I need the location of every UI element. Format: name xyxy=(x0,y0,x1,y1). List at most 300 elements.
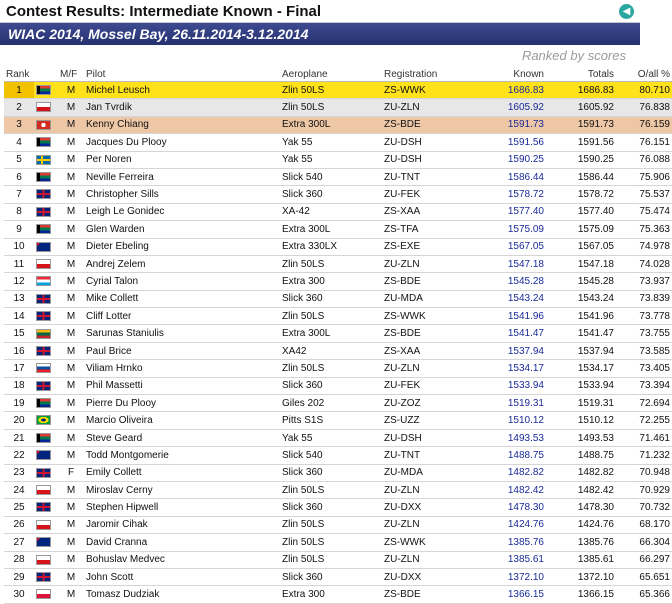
flag-icon xyxy=(36,242,51,252)
flag-cell xyxy=(34,586,58,603)
known-cell: 1488.75 xyxy=(486,447,546,464)
overall-cell: 73.839 xyxy=(616,290,672,307)
flag-icon xyxy=(36,555,51,565)
overall-cell: 76.088 xyxy=(616,151,672,168)
flag-cell xyxy=(34,290,58,307)
pilot-cell: Paul Brice xyxy=(84,342,280,359)
mf-cell: M xyxy=(58,308,84,325)
overall-cell: 75.906 xyxy=(616,168,672,185)
flag-cell xyxy=(34,134,58,151)
rank-cell: 5 xyxy=(4,151,34,168)
overall-cell: 76.159 xyxy=(616,116,672,133)
known-cell: 1605.92 xyxy=(486,99,546,116)
table-row[interactable] xyxy=(4,516,672,533)
rank-cell: 23 xyxy=(4,464,34,481)
known-cell: 1493.53 xyxy=(486,429,546,446)
totals-cell: 1385.61 xyxy=(546,551,616,568)
rank-cell: 13 xyxy=(4,290,34,307)
rank-cell: 22 xyxy=(4,447,34,464)
aeroplane-cell: XA42 xyxy=(280,342,382,359)
mf-cell: M xyxy=(58,273,84,290)
pilot-cell: Jaromir Cihak xyxy=(84,516,280,533)
registration-cell: ZS-BDE xyxy=(382,586,486,603)
flag-cell xyxy=(34,395,58,412)
known-cell: 1586.44 xyxy=(486,168,546,185)
rank-cell: 8 xyxy=(4,203,34,220)
rank-cell: 14 xyxy=(4,308,34,325)
pilot-cell: Sarunas Staniulis xyxy=(84,325,280,342)
overall-cell: 76.151 xyxy=(616,134,672,151)
pilot-cell: Per Noren xyxy=(84,151,280,168)
ranking-note: Ranked by scores xyxy=(521,48,626,63)
rank-cell: 3 xyxy=(4,116,34,133)
totals-cell: 1488.75 xyxy=(546,447,616,464)
overall-cell: 75.363 xyxy=(616,221,672,238)
pilot-cell: Neville Ferreira xyxy=(84,168,280,185)
overall-cell: 80.710 xyxy=(616,82,672,99)
table-row[interactable] xyxy=(4,464,672,481)
aeroplane-cell: Yak 55 xyxy=(280,134,382,151)
known-cell: 1385.76 xyxy=(486,534,546,551)
flag-cell xyxy=(34,342,58,359)
registration-cell: ZU-ZLN xyxy=(382,360,486,377)
registration-cell: ZU-DXX xyxy=(382,499,486,516)
pilot-cell: Emily Collett xyxy=(84,464,280,481)
registration-cell: ZU-ZLN xyxy=(382,255,486,272)
totals-cell: 1686.83 xyxy=(546,82,616,99)
table-row[interactable] xyxy=(4,429,672,446)
flag-icon xyxy=(36,363,51,373)
mf-cell: M xyxy=(58,151,84,168)
table-row[interactable] xyxy=(4,203,672,220)
flag-cell xyxy=(34,499,58,516)
known-cell: 1541.96 xyxy=(486,308,546,325)
aeroplane-cell: Slick 360 xyxy=(280,568,382,585)
flag-icon xyxy=(36,207,51,217)
table-row[interactable] xyxy=(4,273,672,290)
pilot-cell: Kenny Chiang xyxy=(84,116,280,133)
flag-cell xyxy=(34,551,58,568)
flag-cell xyxy=(34,429,58,446)
flag-icon xyxy=(36,415,51,425)
mf-cell: M xyxy=(58,447,84,464)
totals-cell: 1547.18 xyxy=(546,255,616,272)
table-row[interactable] xyxy=(4,255,672,272)
mf-cell: M xyxy=(58,568,84,585)
known-cell: 1578.72 xyxy=(486,186,546,203)
flag-icon xyxy=(36,502,51,512)
pilot-cell: Todd Montgomerie xyxy=(84,447,280,464)
aeroplane-cell: Zlin 50LS xyxy=(280,516,382,533)
table-row[interactable] xyxy=(4,290,672,307)
totals-cell: 1533.94 xyxy=(546,377,616,394)
table-row[interactable] xyxy=(4,221,672,238)
aeroplane-cell: Zlin 50LS xyxy=(280,255,382,272)
overall-cell: 66.297 xyxy=(616,551,672,568)
overall-cell: 73.755 xyxy=(616,325,672,342)
mf-cell: M xyxy=(58,377,84,394)
rank-cell: 2 xyxy=(4,99,34,116)
overall-cell: 70.948 xyxy=(616,464,672,481)
table-row[interactable] xyxy=(4,82,672,99)
table-header xyxy=(4,67,672,82)
totals-cell: 1605.92 xyxy=(546,99,616,116)
overall-cell: 73.778 xyxy=(616,308,672,325)
contest-banner: WIAC 2014, Mossel Bay, 26.11.2014-3.12.2014 xyxy=(0,23,640,45)
known-cell: 1366.15 xyxy=(486,586,546,603)
overall-cell: 75.537 xyxy=(616,186,672,203)
aeroplane-cell: Slick 360 xyxy=(280,499,382,516)
table-row[interactable] xyxy=(4,534,672,551)
flag-cell xyxy=(34,447,58,464)
rank-cell: 19 xyxy=(4,395,34,412)
flag-icon xyxy=(36,224,51,234)
totals-cell: 1575.09 xyxy=(546,221,616,238)
table-row[interactable] xyxy=(4,186,672,203)
overall-cell: 74.028 xyxy=(616,255,672,272)
totals-cell: 1478.30 xyxy=(546,499,616,516)
flag-cell xyxy=(34,377,58,394)
col-totals: Totals xyxy=(546,67,616,82)
aeroplane-cell: Zlin 50LS xyxy=(280,534,382,551)
aeroplane-cell: Extra 300L xyxy=(280,221,382,238)
pilot-cell: Tomasz Dudziak xyxy=(84,586,280,603)
known-cell: 1577.40 xyxy=(486,203,546,220)
pilot-cell: Mike Collett xyxy=(84,290,280,307)
flag-icon xyxy=(36,381,51,391)
aeroplane-cell: Extra 300L xyxy=(280,325,382,342)
flag-icon xyxy=(36,346,51,356)
mf-cell: M xyxy=(58,551,84,568)
pilot-cell: David Cranna xyxy=(84,534,280,551)
flag-icon xyxy=(36,572,51,582)
rank-cell: 6 xyxy=(4,168,34,185)
overall-cell: 68.170 xyxy=(616,516,672,533)
overall-cell: 75.474 xyxy=(616,203,672,220)
registration-cell: ZS-WWK xyxy=(382,308,486,325)
registration-cell: ZU-ZLN xyxy=(382,99,486,116)
aeroplane-cell: Extra 300 xyxy=(280,586,382,603)
registration-cell: ZU-MDA xyxy=(382,464,486,481)
overall-cell: 65.366 xyxy=(616,586,672,603)
results-table xyxy=(4,67,672,604)
known-cell: 1541.47 xyxy=(486,325,546,342)
pilot-cell: Bohuslav Medvec xyxy=(84,551,280,568)
totals-cell: 1537.94 xyxy=(546,342,616,359)
rank-cell: 4 xyxy=(4,134,34,151)
overall-cell: 71.232 xyxy=(616,447,672,464)
table-row[interactable] xyxy=(4,325,672,342)
pilot-cell: Stephen Hipwell xyxy=(84,499,280,516)
flag-cell xyxy=(34,221,58,238)
table-row[interactable] xyxy=(4,116,672,133)
aeroplane-cell: Extra 300L xyxy=(280,116,382,133)
known-cell: 1575.09 xyxy=(486,221,546,238)
registration-cell: ZU-FEK xyxy=(382,186,486,203)
mf-cell: M xyxy=(58,116,84,133)
mf-cell: M xyxy=(58,586,84,603)
rank-cell: 16 xyxy=(4,342,34,359)
flag-icon xyxy=(36,311,51,321)
totals-cell: 1567.05 xyxy=(546,238,616,255)
aeroplane-cell: Zlin 50LS xyxy=(280,308,382,325)
flag-icon xyxy=(36,468,51,478)
overall-cell: 71.461 xyxy=(616,429,672,446)
rank-cell: 15 xyxy=(4,325,34,342)
totals-cell: 1510.12 xyxy=(546,412,616,429)
totals-cell: 1578.72 xyxy=(546,186,616,203)
col-pilot: Pilot xyxy=(84,67,280,82)
registration-cell: ZU-DSH xyxy=(382,151,486,168)
mf-cell: M xyxy=(58,203,84,220)
known-cell: 1478.30 xyxy=(486,499,546,516)
flag-cell xyxy=(34,481,58,498)
totals-cell: 1591.56 xyxy=(546,134,616,151)
totals-cell: 1591.73 xyxy=(546,116,616,133)
flag-icon xyxy=(36,85,51,95)
known-cell: 1543.24 xyxy=(486,290,546,307)
aeroplane-cell: Slick 540 xyxy=(280,447,382,464)
flag-cell xyxy=(34,186,58,203)
totals-cell: 1577.40 xyxy=(546,203,616,220)
flag-icon xyxy=(36,120,51,130)
table-row[interactable] xyxy=(4,151,672,168)
registration-cell: ZS-EXE xyxy=(382,238,486,255)
known-cell: 1482.82 xyxy=(486,464,546,481)
flag-cell xyxy=(34,516,58,533)
known-cell: 1385.61 xyxy=(486,551,546,568)
table-row[interactable] xyxy=(4,342,672,359)
mf-cell: M xyxy=(58,168,84,185)
flag-cell xyxy=(34,82,58,99)
mf-cell: F xyxy=(58,464,84,481)
rank-cell: 9 xyxy=(4,221,34,238)
pilot-cell: Michel Leusch xyxy=(84,82,280,99)
totals-cell: 1424.76 xyxy=(546,516,616,533)
flag-cell xyxy=(34,99,58,116)
totals-cell: 1482.42 xyxy=(546,481,616,498)
known-cell: 1686.83 xyxy=(486,82,546,99)
table-row[interactable] xyxy=(4,168,672,185)
col-mf: M/F xyxy=(58,67,84,82)
mf-cell: M xyxy=(58,499,84,516)
pilot-cell: Phil Massetti xyxy=(84,377,280,394)
totals-cell: 1482.82 xyxy=(546,464,616,481)
totals-cell: 1366.15 xyxy=(546,586,616,603)
rank-cell: 24 xyxy=(4,481,34,498)
overall-cell: 72.694 xyxy=(616,395,672,412)
registration-cell: ZU-DSH xyxy=(382,134,486,151)
flag-cell xyxy=(34,325,58,342)
totals-cell: 1534.17 xyxy=(546,360,616,377)
flag-cell xyxy=(34,464,58,481)
table-row[interactable] xyxy=(4,99,672,116)
flag-icon xyxy=(36,537,51,547)
registration-cell: ZU-FEK xyxy=(382,377,486,394)
rank-cell: 26 xyxy=(4,516,34,533)
registration-cell: ZU-MDA xyxy=(382,290,486,307)
page-title: Contest Results: Intermediate Known - Final xyxy=(6,2,322,20)
mf-cell: M xyxy=(58,516,84,533)
overall-cell: 73.937 xyxy=(616,273,672,290)
overall-cell: 73.405 xyxy=(616,360,672,377)
table-row[interactable] xyxy=(4,308,672,325)
known-cell: 1591.56 xyxy=(486,134,546,151)
pilot-cell: Cliff Lotter xyxy=(84,308,280,325)
registration-cell: ZU-ZOZ xyxy=(382,395,486,412)
known-cell: 1424.76 xyxy=(486,516,546,533)
registration-cell: ZU-ZLN xyxy=(382,481,486,498)
rank-cell: 17 xyxy=(4,360,34,377)
aeroplane-cell: Giles 202 xyxy=(280,395,382,412)
flag-cell xyxy=(34,534,58,551)
registration-cell: ZU-ZLN xyxy=(382,516,486,533)
overall-cell: 76.838 xyxy=(616,99,672,116)
flag-cell xyxy=(34,273,58,290)
aeroplane-cell: Extra 300 xyxy=(280,273,382,290)
known-cell: 1590.25 xyxy=(486,151,546,168)
flag-icon xyxy=(36,137,51,147)
mf-cell: M xyxy=(58,238,84,255)
mf-cell: M xyxy=(58,186,84,203)
aeroplane-cell: Slick 360 xyxy=(280,464,382,481)
results-body xyxy=(4,82,672,604)
flag-icon xyxy=(36,259,51,269)
aeroplane-cell: Slick 360 xyxy=(280,290,382,307)
rank-cell: 30 xyxy=(4,586,34,603)
pilot-cell: Andrej Zelem xyxy=(84,255,280,272)
pilot-cell: Viliam Hrnko xyxy=(84,360,280,377)
flag-cell xyxy=(34,168,58,185)
totals-cell: 1590.25 xyxy=(546,151,616,168)
pilot-cell: Christopher Sills xyxy=(84,186,280,203)
registration-cell: ZS-XAA xyxy=(382,342,486,359)
flag-cell xyxy=(34,360,58,377)
pilot-cell: Marcio Oliveira xyxy=(84,412,280,429)
registration-cell: ZS-WWK xyxy=(382,82,486,99)
mf-cell: M xyxy=(58,134,84,151)
pilot-cell: John Scott xyxy=(84,568,280,585)
pilot-cell: Dieter Ebeling xyxy=(84,238,280,255)
known-cell: 1533.94 xyxy=(486,377,546,394)
mf-cell: M xyxy=(58,360,84,377)
known-cell: 1510.12 xyxy=(486,412,546,429)
table-row[interactable] xyxy=(4,586,672,603)
registration-cell: ZU-TNT xyxy=(382,168,486,185)
flag-icon xyxy=(36,294,51,304)
totals-cell: 1543.24 xyxy=(546,290,616,307)
known-cell: 1537.94 xyxy=(486,342,546,359)
aeroplane-cell: Zlin 50LS xyxy=(280,82,382,99)
mf-cell: M xyxy=(58,342,84,359)
aeroplane-cell: Zlin 50LS xyxy=(280,481,382,498)
rank-cell: 7 xyxy=(4,186,34,203)
registration-cell: ZS-TFA xyxy=(382,221,486,238)
flag-cell xyxy=(34,238,58,255)
col-registration: Registration xyxy=(382,67,486,82)
flag-icon xyxy=(36,520,51,530)
pilot-cell: Leigh Le Gonidec xyxy=(84,203,280,220)
rank-cell: 10 xyxy=(4,238,34,255)
flag-icon xyxy=(36,189,51,199)
aeroplane-cell: Zlin 50LS xyxy=(280,551,382,568)
flag-cell xyxy=(34,203,58,220)
mf-cell: M xyxy=(58,429,84,446)
rank-cell: 1 xyxy=(4,82,34,99)
table-row[interactable] xyxy=(4,412,672,429)
table-row[interactable] xyxy=(4,551,672,568)
mf-cell: M xyxy=(58,82,84,99)
registration-cell: ZS-BDE xyxy=(382,273,486,290)
overall-cell: 65.651 xyxy=(616,568,672,585)
flag-icon xyxy=(36,485,51,495)
table-row[interactable] xyxy=(4,360,672,377)
flag-cell xyxy=(34,568,58,585)
flag-cell xyxy=(34,308,58,325)
table-row[interactable] xyxy=(4,481,672,498)
rank-cell: 27 xyxy=(4,534,34,551)
table-row[interactable] xyxy=(4,568,672,585)
overall-cell: 73.585 xyxy=(616,342,672,359)
rank-cell: 29 xyxy=(4,568,34,585)
table-row[interactable] xyxy=(4,134,672,151)
pilot-cell: Jacques Du Plooy xyxy=(84,134,280,151)
totals-cell: 1519.31 xyxy=(546,395,616,412)
mf-cell: M xyxy=(58,412,84,429)
aeroplane-cell: Slick 360 xyxy=(280,186,382,203)
overall-cell: 72.255 xyxy=(616,412,672,429)
overall-cell: 73.394 xyxy=(616,377,672,394)
table-row[interactable] xyxy=(4,377,672,394)
title-bar xyxy=(0,0,640,23)
totals-cell: 1385.76 xyxy=(546,534,616,551)
aeroplane-cell: Slick 540 xyxy=(280,168,382,185)
pilot-cell: Jan Tvrdik xyxy=(84,99,280,116)
aeroplane-cell: Pitts S1S xyxy=(280,412,382,429)
table-row[interactable] xyxy=(4,499,672,516)
registration-cell: ZS-XAA xyxy=(382,203,486,220)
rank-cell: 12 xyxy=(4,273,34,290)
overall-cell: 66.304 xyxy=(616,534,672,551)
flag-cell xyxy=(34,151,58,168)
pilot-cell: Glen Warden xyxy=(84,221,280,238)
aeroplane-cell: Zlin 50LS xyxy=(280,360,382,377)
mf-cell: M xyxy=(58,290,84,307)
flag-icon xyxy=(36,102,51,112)
col-overall: O/all % xyxy=(616,67,672,82)
flag-icon xyxy=(36,155,51,165)
table-row[interactable] xyxy=(4,447,672,464)
flag-icon xyxy=(36,450,51,460)
totals-cell: 1586.44 xyxy=(546,168,616,185)
registration-cell: ZS-BDE xyxy=(382,325,486,342)
totals-cell: 1545.28 xyxy=(546,273,616,290)
rank-cell: 20 xyxy=(4,412,34,429)
totals-cell: 1493.53 xyxy=(546,429,616,446)
mf-cell: M xyxy=(58,221,84,238)
table-row[interactable] xyxy=(4,395,672,412)
flag-icon xyxy=(36,589,51,599)
known-cell: 1567.05 xyxy=(486,238,546,255)
registration-cell: ZU-ZLN xyxy=(382,551,486,568)
col-rank: Rank xyxy=(4,67,34,82)
info-arrow-icon[interactable]: ◀ xyxy=(619,4,634,19)
registration-cell: ZS-UZZ xyxy=(382,412,486,429)
rank-cell: 28 xyxy=(4,551,34,568)
col-aeroplane: Aeroplane xyxy=(280,67,382,82)
table-row[interactable] xyxy=(4,238,672,255)
flag-icon xyxy=(36,276,51,286)
